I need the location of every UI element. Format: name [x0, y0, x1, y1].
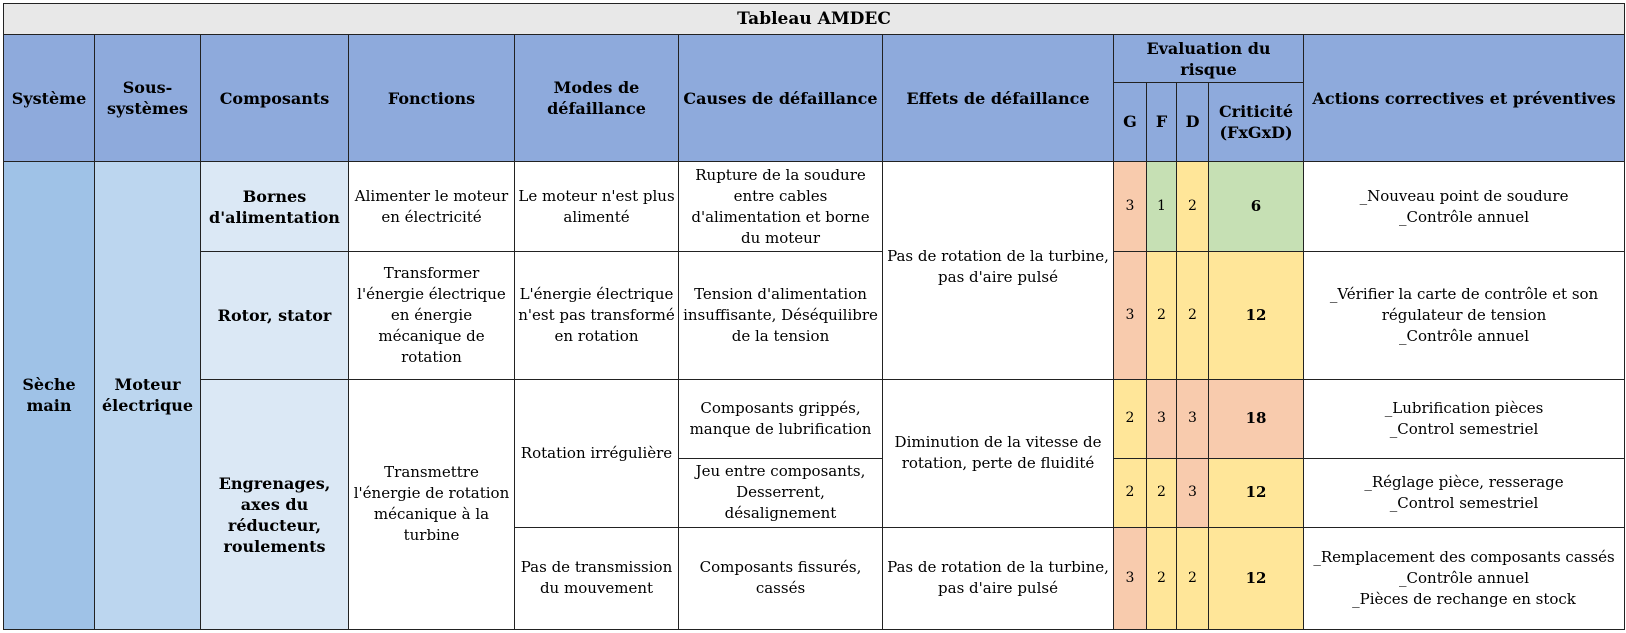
failure-effect-cell: Diminution de la vitesse de rotation, perte de fluidité — [883, 379, 1114, 527]
failure-effect-cell: Pas de rotation de la turbine, pas d'aire pulsé — [883, 527, 1114, 629]
failure-mode-cell: Le moteur n'est plus alimenté — [515, 161, 679, 251]
header-actions: Actions correctives et préventives — [1304, 35, 1625, 162]
header-f: F — [1147, 82, 1177, 161]
score-f: 3 — [1147, 379, 1177, 458]
failure-mode-cell: Rotation irrégulière — [515, 379, 679, 527]
action-cell: _Vérifier la carte de contrôle et son régulateur de tension _Contrôle annuel — [1304, 252, 1625, 380]
failure-cause-cell: Composants fissurés, cassés — [679, 527, 883, 629]
header-evaluation: Evaluation du risque — [1114, 35, 1304, 83]
table-title: Tableau AMDEC — [4, 4, 1625, 35]
header-systeme: Système — [4, 35, 95, 162]
score-f: 2 — [1147, 458, 1177, 527]
action-cell: _Réglage pièce, resserage _Control semestriel — [1304, 458, 1625, 527]
action-cell: _Nouveau point de soudure _Contrôle annuel — [1304, 161, 1625, 251]
component-cell: Rotor, stator — [201, 252, 349, 380]
component-cell: Engrenages, axes du réducteur, roulements — [201, 379, 349, 629]
score-d: 2 — [1177, 252, 1209, 380]
score-d: 3 — [1177, 458, 1209, 527]
failure-cause-cell: Rupture de la soudure entre cables d'alimentation et borne du moteur — [679, 161, 883, 251]
system-cell: Sèche main — [4, 161, 95, 629]
failure-cause-cell: Composants grippés, manque de lubrification — [679, 379, 883, 458]
failure-effect-cell: Pas de rotation de la turbine, pas d'aire pulsé — [883, 161, 1114, 379]
failure-cause-cell: Tension d'alimentation insuffisante, Déséquilibre de la tension — [679, 252, 883, 380]
header-criticite: Criticité (FxGxD) — [1209, 82, 1304, 161]
criticality-cell: 12 — [1209, 252, 1304, 380]
failure-cause-cell: Jeu entre composants, Desserrent, désalignement — [679, 458, 883, 527]
criticality-cell: 6 — [1209, 161, 1304, 251]
score-f: 2 — [1147, 252, 1177, 380]
score-f: 2 — [1147, 527, 1177, 629]
score-g: 3 — [1114, 161, 1147, 251]
action-cell: _Lubrification pièces _Control semestriel — [1304, 379, 1625, 458]
action-cell: _Remplacement des composants cassés _Contrôle annuel _Pièces de rechange en stock — [1304, 527, 1625, 629]
header-causes: Causes de défaillance — [679, 35, 883, 162]
failure-mode-cell: L'énergie électrique n'est pas transformé en rotation — [515, 252, 679, 380]
criticality-cell: 12 — [1209, 458, 1304, 527]
function-cell: Transformer l'énergie électrique en énergie mécanique de rotation — [349, 252, 515, 380]
header-fonctions: Fonctions — [349, 35, 515, 162]
component-cell: Bornes d'alimentation — [201, 161, 349, 251]
header-modes: Modes de défaillance — [515, 35, 679, 162]
criticality-cell: 12 — [1209, 527, 1304, 629]
header-effets: Effets de défaillance — [883, 35, 1114, 162]
score-g: 2 — [1114, 458, 1147, 527]
header-d: D — [1177, 82, 1209, 161]
score-d: 2 — [1177, 527, 1209, 629]
function-cell: Transmettre l'énergie de rotation mécanique à la turbine — [349, 379, 515, 629]
score-g: 2 — [1114, 379, 1147, 458]
header-g: G — [1114, 82, 1147, 161]
score-f: 1 — [1147, 161, 1177, 251]
header-sous-systemes: Sous-systèmes — [95, 35, 201, 162]
amdec-table — [3, 3, 1625, 630]
function-cell: Alimenter le moteur en électricité — [349, 161, 515, 251]
criticality-cell: 18 — [1209, 379, 1304, 458]
score-d: 3 — [1177, 379, 1209, 458]
failure-mode-cell: Pas de transmission du mouvement — [515, 527, 679, 629]
score-d: 2 — [1177, 161, 1209, 251]
subsystem-cell: Moteur électrique — [95, 161, 201, 629]
score-g: 3 — [1114, 252, 1147, 380]
header-composants: Composants — [201, 35, 349, 162]
score-g: 3 — [1114, 527, 1147, 629]
